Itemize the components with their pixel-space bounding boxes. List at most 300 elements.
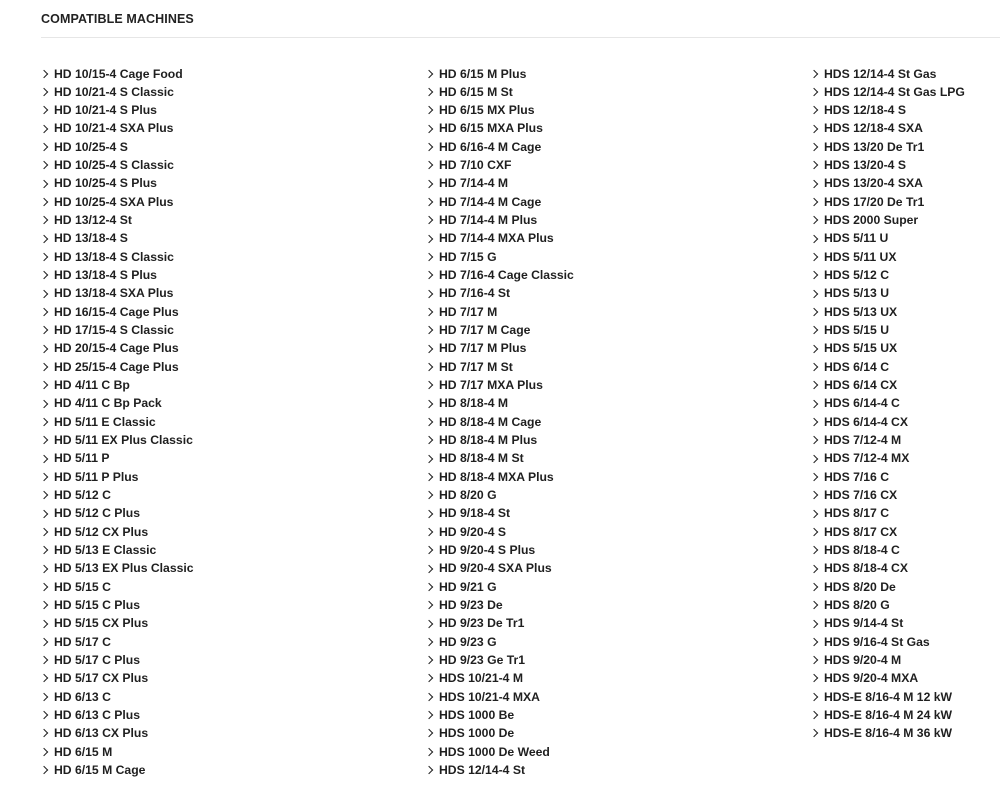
machine-link-label: HD 10/25-4 S [54, 139, 128, 154]
machine-link-label: HDS 5/15 U [824, 323, 890, 338]
chevron-right-icon [425, 326, 433, 334]
machine-link[interactable] [41, 614, 194, 632]
chevron-right-icon [40, 473, 48, 481]
machine-link[interactable] [426, 578, 574, 596]
machine-link-label: HD 5/12 C [54, 488, 111, 503]
machine-link[interactable] [426, 193, 574, 211]
machine-link[interactable] [426, 394, 574, 412]
machine-link-label: HD 8/18-4 M [439, 396, 509, 411]
machine-link-label: HD 6/16-4 M Cage [439, 139, 542, 154]
machine-link-label: HDS-E 8/16-4 M 12 kW [824, 689, 953, 704]
machine-link[interactable] [811, 65, 965, 83]
machine-link-label: HDS 12/14-4 St Gas [824, 66, 937, 81]
machine-link[interactable] [41, 119, 194, 137]
machine-link-label: HD 10/21-4 S Classic [54, 84, 174, 99]
chevron-right-icon [810, 601, 818, 609]
machine-link[interactable] [426, 119, 574, 137]
chevron-right-icon [40, 143, 48, 151]
machine-link[interactable] [811, 449, 965, 467]
machine-link[interactable] [426, 706, 574, 724]
machine-link-label: HD 8/18-4 M Plus [439, 433, 538, 448]
machine-link-label: HD 6/15 M [54, 744, 113, 759]
chevron-right-icon [40, 729, 48, 737]
machine-link-label: HD 7/14-4 M [439, 176, 509, 191]
chevron-right-icon [40, 106, 48, 114]
machine-link-label: HDS 1000 De [439, 726, 515, 741]
machine-link-label: HDS 12/14-4 St Gas LPG [824, 84, 965, 99]
machine-link[interactable] [811, 669, 965, 687]
machine-link-label: HDS 13/20-4 SXA [824, 176, 923, 191]
chevron-right-icon [40, 344, 48, 352]
machine-link[interactable] [41, 504, 194, 522]
machine-link[interactable] [426, 486, 574, 504]
chevron-right-icon [810, 234, 818, 242]
machine-link-label: HDS 13/20-4 S [824, 158, 906, 173]
machine-link[interactable] [41, 284, 194, 302]
machine-link[interactable] [41, 193, 194, 211]
machine-link[interactable] [426, 523, 574, 541]
machine-link-label: HDS 7/16 C [824, 469, 890, 484]
chevron-right-icon [425, 766, 433, 774]
machine-link-label: HD 10/21-4 SXA Plus [54, 121, 174, 136]
chevron-right-icon [40, 674, 48, 682]
machine-link-label: HDS 8/20 De [824, 579, 896, 594]
machine-link[interactable] [41, 413, 194, 431]
machine-link[interactable] [811, 321, 965, 339]
machine-link-label: HDS 1000 De Weed [439, 744, 550, 759]
machine-link[interactable] [426, 614, 574, 632]
machine-link[interactable] [41, 229, 194, 247]
machine-link-label: HD 5/12 CX Plus [54, 524, 149, 539]
machine-link[interactable] [811, 523, 965, 541]
chevron-right-icon [810, 106, 818, 114]
machine-link-label: HD 10/25-4 S Plus [54, 176, 157, 191]
chevron-right-icon [425, 601, 433, 609]
chevron-right-icon [810, 289, 818, 297]
machine-link-label: HD 5/17 C [54, 634, 111, 649]
machine-link[interactable] [426, 266, 574, 284]
machine-link[interactable] [426, 358, 574, 376]
machine-link[interactable] [41, 65, 194, 83]
chevron-right-icon [810, 564, 818, 572]
machine-link[interactable] [811, 413, 965, 431]
machine-link-label: HDS 6/14 CX [824, 378, 898, 393]
chevron-right-icon [40, 454, 48, 462]
machine-link-label: HD 6/13 C Plus [54, 707, 141, 722]
machine-link-label: HD 9/20-4 S [439, 524, 507, 539]
machine-link-label: HD 13/18-4 S Plus [54, 268, 157, 283]
machine-link[interactable] [426, 83, 574, 101]
machine-link[interactable] [426, 284, 574, 302]
machine-link[interactable] [41, 211, 194, 229]
chevron-right-icon [40, 509, 48, 517]
chevron-right-icon [425, 161, 433, 169]
chevron-right-icon [425, 234, 433, 242]
machine-link[interactable] [426, 321, 574, 339]
machine-link[interactable] [811, 266, 965, 284]
machine-link[interactable] [426, 248, 574, 266]
machine-link[interactable] [41, 743, 194, 761]
chevron-right-icon [810, 88, 818, 96]
chevron-right-icon [40, 198, 48, 206]
machine-link[interactable] [41, 633, 194, 651]
machine-link[interactable] [811, 559, 965, 577]
machine-link[interactable] [426, 504, 574, 522]
machine-link-label: HD 5/11 P Plus [54, 469, 139, 484]
chevron-right-icon [810, 161, 818, 169]
machine-link[interactable] [41, 358, 194, 376]
machine-link-label: HDS 8/18-4 CX [824, 561, 908, 576]
machine-link[interactable] [811, 376, 965, 394]
chevron-right-icon [425, 124, 433, 132]
machine-link-label: HD 8/18-4 M St [439, 451, 524, 466]
machine-link[interactable] [426, 303, 574, 321]
machine-link-label: HD 9/20-4 SXA Plus [439, 561, 552, 576]
machine-link[interactable] [426, 174, 574, 192]
machine-link-label: HDS 8/17 C [824, 506, 890, 521]
machine-link[interactable] [41, 706, 194, 724]
chevron-right-icon [425, 381, 433, 389]
machine-link-label: HD 5/17 CX Plus [54, 671, 149, 686]
chevron-right-icon [425, 473, 433, 481]
machine-link[interactable] [426, 596, 574, 614]
machine-link-label: HD 4/11 C Bp [54, 378, 130, 393]
machine-link-label: HDS 7/12-4 MX [824, 451, 910, 466]
chevron-right-icon [40, 656, 48, 664]
machine-link-label: HD 6/13 C [54, 689, 111, 704]
chevron-right-icon [810, 693, 818, 701]
machine-link[interactable] [811, 578, 965, 596]
machine-link-label: HDS 5/11 U [824, 231, 889, 246]
chevron-right-icon [40, 326, 48, 334]
machine-link-label: HDS-E 8/16-4 M 24 kW [824, 707, 953, 722]
chevron-right-icon [40, 583, 48, 591]
machine-link[interactable] [41, 431, 194, 449]
machine-link[interactable] [426, 431, 574, 449]
machine-link[interactable] [811, 468, 965, 486]
machine-link-label: HDS 6/14-4 C [824, 396, 900, 411]
machine-link-label: HDS 13/20 De Tr1 [824, 139, 925, 154]
chevron-right-icon [810, 509, 818, 517]
machine-link[interactable] [41, 376, 194, 394]
chevron-right-icon [425, 546, 433, 554]
chevron-right-icon [810, 528, 818, 536]
machine-link-label: HD 8/18-4 M Cage [439, 414, 542, 429]
machine-link-label: HDS 17/20 De Tr1 [824, 194, 925, 209]
machine-link[interactable] [426, 651, 574, 669]
machine-link-label: HD 5/11 EX Plus Classic [54, 433, 193, 448]
machine-link-label: HD 7/16-4 Cage Classic [439, 268, 574, 283]
machine-link[interactable] [811, 394, 965, 412]
machine-link[interactable] [811, 229, 965, 247]
chevron-right-icon [810, 674, 818, 682]
chevron-right-icon [425, 363, 433, 371]
chevron-right-icon [810, 271, 818, 279]
machine-link[interactable] [426, 633, 574, 651]
machine-link-label: HDS 9/16-4 St Gas [824, 634, 930, 649]
chevron-right-icon [40, 88, 48, 96]
machine-link-label: HD 7/16-4 St [439, 286, 511, 301]
chevron-right-icon [810, 436, 818, 444]
chevron-right-icon [425, 271, 433, 279]
chevron-right-icon [810, 326, 818, 334]
machine-link[interactable] [426, 65, 574, 83]
machine-link[interactable] [811, 83, 965, 101]
machine-link-label: HD 6/15 MX Plus [439, 103, 535, 118]
chevron-right-icon [810, 711, 818, 719]
chevron-right-icon [810, 216, 818, 224]
machine-link[interactable] [811, 211, 965, 229]
machine-link[interactable] [811, 193, 965, 211]
machine-link[interactable] [41, 486, 194, 504]
machine-link[interactable] [426, 101, 574, 119]
machine-link-label: HD 13/18-4 S [54, 231, 128, 246]
machine-link[interactable] [41, 156, 194, 174]
machine-link-label: HD 7/17 M Cage [439, 323, 531, 338]
machine-link-label: HDS 5/15 UX [824, 341, 898, 356]
machine-link-label: HD 7/17 MXA Plus [439, 378, 543, 393]
chevron-right-icon [425, 693, 433, 701]
chevron-right-icon [40, 638, 48, 646]
chevron-right-icon [425, 436, 433, 444]
machine-link-label: HDS 2000 Super [824, 213, 919, 228]
machine-link-label: HD 5/17 C Plus [54, 653, 141, 667]
chevron-right-icon [425, 289, 433, 297]
machine-link[interactable] [426, 559, 574, 577]
machine-link[interactable] [426, 724, 574, 742]
machine-link-label: HD 9/23 De [439, 598, 503, 613]
machine-link-label: HD 5/11 E Classic [54, 414, 156, 429]
machine-link[interactable] [811, 339, 965, 357]
machine-link-label: HD 7/14-4 M Cage [439, 194, 542, 209]
machine-link[interactable] [41, 138, 194, 156]
machine-link[interactable] [41, 303, 194, 321]
machine-link[interactable] [811, 651, 965, 669]
machine-link[interactable] [811, 504, 965, 522]
machine-link-label: HD 7/17 M Plus [439, 341, 527, 356]
machine-link[interactable] [426, 468, 574, 486]
machine-link[interactable] [41, 174, 194, 192]
machine-link-label: HD 9/23 De Tr1 [439, 616, 525, 631]
machine-link[interactable] [811, 119, 965, 137]
machine-link-label: HD 20/15-4 Cage Plus [54, 341, 179, 356]
machine-link-label: HD 13/18-4 S Classic [54, 249, 174, 264]
chevron-right-icon [810, 381, 818, 389]
machine-link[interactable] [41, 541, 194, 559]
machine-link-label: HD 13/18-4 SXA Plus [54, 286, 174, 301]
machine-link[interactable] [426, 688, 574, 706]
machine-link[interactable] [811, 688, 965, 706]
machine-link-label: HDS 9/14-4 St [824, 616, 904, 631]
chevron-right-icon [40, 748, 48, 756]
machine-link[interactable] [426, 743, 574, 761]
machine-link-label: HDS 12/14-4 St [439, 762, 526, 777]
machine-link[interactable] [811, 431, 965, 449]
machine-link[interactable] [811, 486, 965, 504]
chevron-right-icon [810, 491, 818, 499]
chevron-right-icon [810, 124, 818, 132]
machine-link-label: HDS-E 8/16-4 M 36 kW [824, 726, 953, 741]
machine-link[interactable] [811, 138, 965, 156]
chevron-right-icon [40, 436, 48, 444]
machine-link[interactable] [811, 633, 965, 651]
machine-link-label: HD 16/15-4 Cage Plus [54, 304, 179, 319]
chevron-right-icon [40, 161, 48, 169]
machine-link[interactable] [811, 358, 965, 376]
machine-link-label: HD 17/15-4 S Classic [54, 323, 174, 338]
machine-link[interactable] [811, 541, 965, 559]
chevron-right-icon [40, 381, 48, 389]
machine-link[interactable] [426, 761, 574, 779]
machine-link[interactable] [426, 339, 574, 357]
machine-link-label: HDS 12/18-4 SXA [824, 121, 923, 136]
chevron-right-icon [425, 564, 433, 572]
machine-link-label: HD 6/15 M Plus [439, 66, 527, 81]
machine-link[interactable] [41, 688, 194, 706]
chevron-right-icon [40, 234, 48, 242]
chevron-right-icon [40, 766, 48, 774]
chevron-right-icon [425, 69, 433, 77]
machine-link[interactable] [426, 376, 574, 394]
machine-link[interactable] [426, 449, 574, 467]
machine-link-label: HD 6/15 MXA Plus [439, 121, 543, 136]
machine-link[interactable] [811, 596, 965, 614]
machine-link[interactable] [41, 523, 194, 541]
machine-link[interactable] [41, 83, 194, 101]
machine-link-label: HD 6/13 CX Plus [54, 726, 149, 741]
chevron-right-icon [40, 308, 48, 316]
chevron-right-icon [40, 271, 48, 279]
machine-link-label: HDS 6/14 C [824, 359, 890, 374]
machine-link[interactable] [41, 394, 194, 412]
machine-link[interactable] [426, 413, 574, 431]
chevron-right-icon [810, 344, 818, 352]
machine-link[interactable] [41, 761, 194, 779]
machine-link-label: HD 5/15 C [54, 579, 111, 594]
machine-link[interactable] [811, 614, 965, 632]
machine-link[interactable] [41, 669, 194, 687]
machine-link[interactable] [426, 211, 574, 229]
chevron-right-icon [810, 253, 818, 261]
machine-link-label: HD 10/25-4 S Classic [54, 158, 174, 173]
machine-link-label: HDS 1000 Be [439, 707, 515, 722]
machine-link[interactable] [811, 174, 965, 192]
chevron-right-icon [425, 674, 433, 682]
machine-link-label: HD 7/14-4 M Plus [439, 213, 538, 228]
machine-link[interactable] [41, 559, 194, 577]
chevron-right-icon [40, 124, 48, 132]
chevron-right-icon [810, 619, 818, 627]
machine-link[interactable] [426, 229, 574, 247]
machine-link-label: HD 7/17 M St [439, 359, 513, 374]
machine-link[interactable] [41, 449, 194, 467]
chevron-right-icon [425, 179, 433, 187]
chevron-right-icon [810, 179, 818, 187]
chevron-right-icon [40, 179, 48, 187]
chevron-right-icon [810, 418, 818, 426]
section-title: COMPATIBLE MACHINES [41, 12, 194, 26]
machine-link-label: HD 10/21-4 S Plus [54, 103, 157, 118]
machine-link[interactable] [41, 651, 194, 669]
machine-link-label: HDS 8/17 CX [824, 524, 898, 539]
chevron-right-icon [40, 693, 48, 701]
machine-link-label: HDS 5/11 UX [824, 249, 897, 264]
chevron-right-icon [810, 69, 818, 77]
chevron-right-icon [40, 418, 48, 426]
machine-link[interactable] [426, 138, 574, 156]
chevron-right-icon [40, 711, 48, 719]
machine-link-label: HDS 7/12-4 M [824, 433, 902, 448]
chevron-right-icon [810, 473, 818, 481]
chevron-right-icon [425, 583, 433, 591]
chevron-right-icon [40, 69, 48, 77]
chevron-right-icon [425, 729, 433, 737]
chevron-right-icon [810, 198, 818, 206]
chevron-right-icon [810, 399, 818, 407]
machine-link[interactable] [41, 578, 194, 596]
chevron-right-icon [425, 253, 433, 261]
machine-link[interactable] [426, 156, 574, 174]
machine-link[interactable] [41, 266, 194, 284]
machine-link-label: HDS 8/18-4 C [824, 543, 900, 558]
machine-link[interactable] [41, 339, 194, 357]
chevron-right-icon [810, 143, 818, 151]
chevron-right-icon [425, 491, 433, 499]
chevron-right-icon [810, 363, 818, 371]
machine-link-label: HD 6/15 M St [439, 84, 513, 99]
machine-link[interactable] [811, 284, 965, 302]
machine-link[interactable] [811, 156, 965, 174]
machine-link-label: HDS 9/20-4 MXA [824, 671, 919, 686]
machine-link-label: HDS 5/13 U [824, 286, 890, 301]
machine-link[interactable] [811, 248, 965, 266]
chevron-right-icon [810, 729, 818, 737]
machine-link[interactable] [426, 541, 574, 559]
machine-link-label: HD 9/21 G [439, 579, 497, 594]
machine-link-label: HD 5/11 P [54, 451, 110, 466]
machine-link[interactable] [41, 596, 194, 614]
chevron-right-icon [425, 418, 433, 426]
machine-link[interactable] [41, 321, 194, 339]
machine-link[interactable] [811, 724, 965, 742]
machine-link[interactable] [41, 468, 194, 486]
machine-link-label: HD 6/15 M Cage [54, 762, 146, 777]
chevron-right-icon [40, 289, 48, 297]
chevron-right-icon [425, 88, 433, 96]
chevron-right-icon [810, 454, 818, 462]
machine-link-label: HD 10/25-4 SXA Plus [54, 194, 174, 209]
chevron-right-icon [425, 528, 433, 536]
machine-link[interactable] [811, 101, 965, 119]
machine-link[interactable] [811, 303, 965, 321]
machine-link-label: HDS 10/21-4 M [439, 671, 523, 686]
machine-link-label: HD 7/10 CXF [439, 158, 512, 173]
chevron-right-icon [425, 748, 433, 756]
machine-link[interactable] [41, 101, 194, 119]
chevron-right-icon [425, 308, 433, 316]
machine-link[interactable] [811, 706, 965, 724]
machine-link[interactable] [41, 248, 194, 266]
machine-link-label: HD 5/13 EX Plus Classic [54, 561, 194, 576]
chevron-right-icon [425, 106, 433, 114]
machine-link[interactable] [41, 724, 194, 742]
chevron-right-icon [425, 509, 433, 517]
machine-link-label: HDS 12/18-4 S [824, 103, 906, 118]
chevron-right-icon [425, 638, 433, 646]
chevron-right-icon [425, 454, 433, 462]
machine-link[interactable] [426, 669, 574, 687]
machine-link-label: HD 10/15-4 Cage Food [54, 66, 183, 81]
